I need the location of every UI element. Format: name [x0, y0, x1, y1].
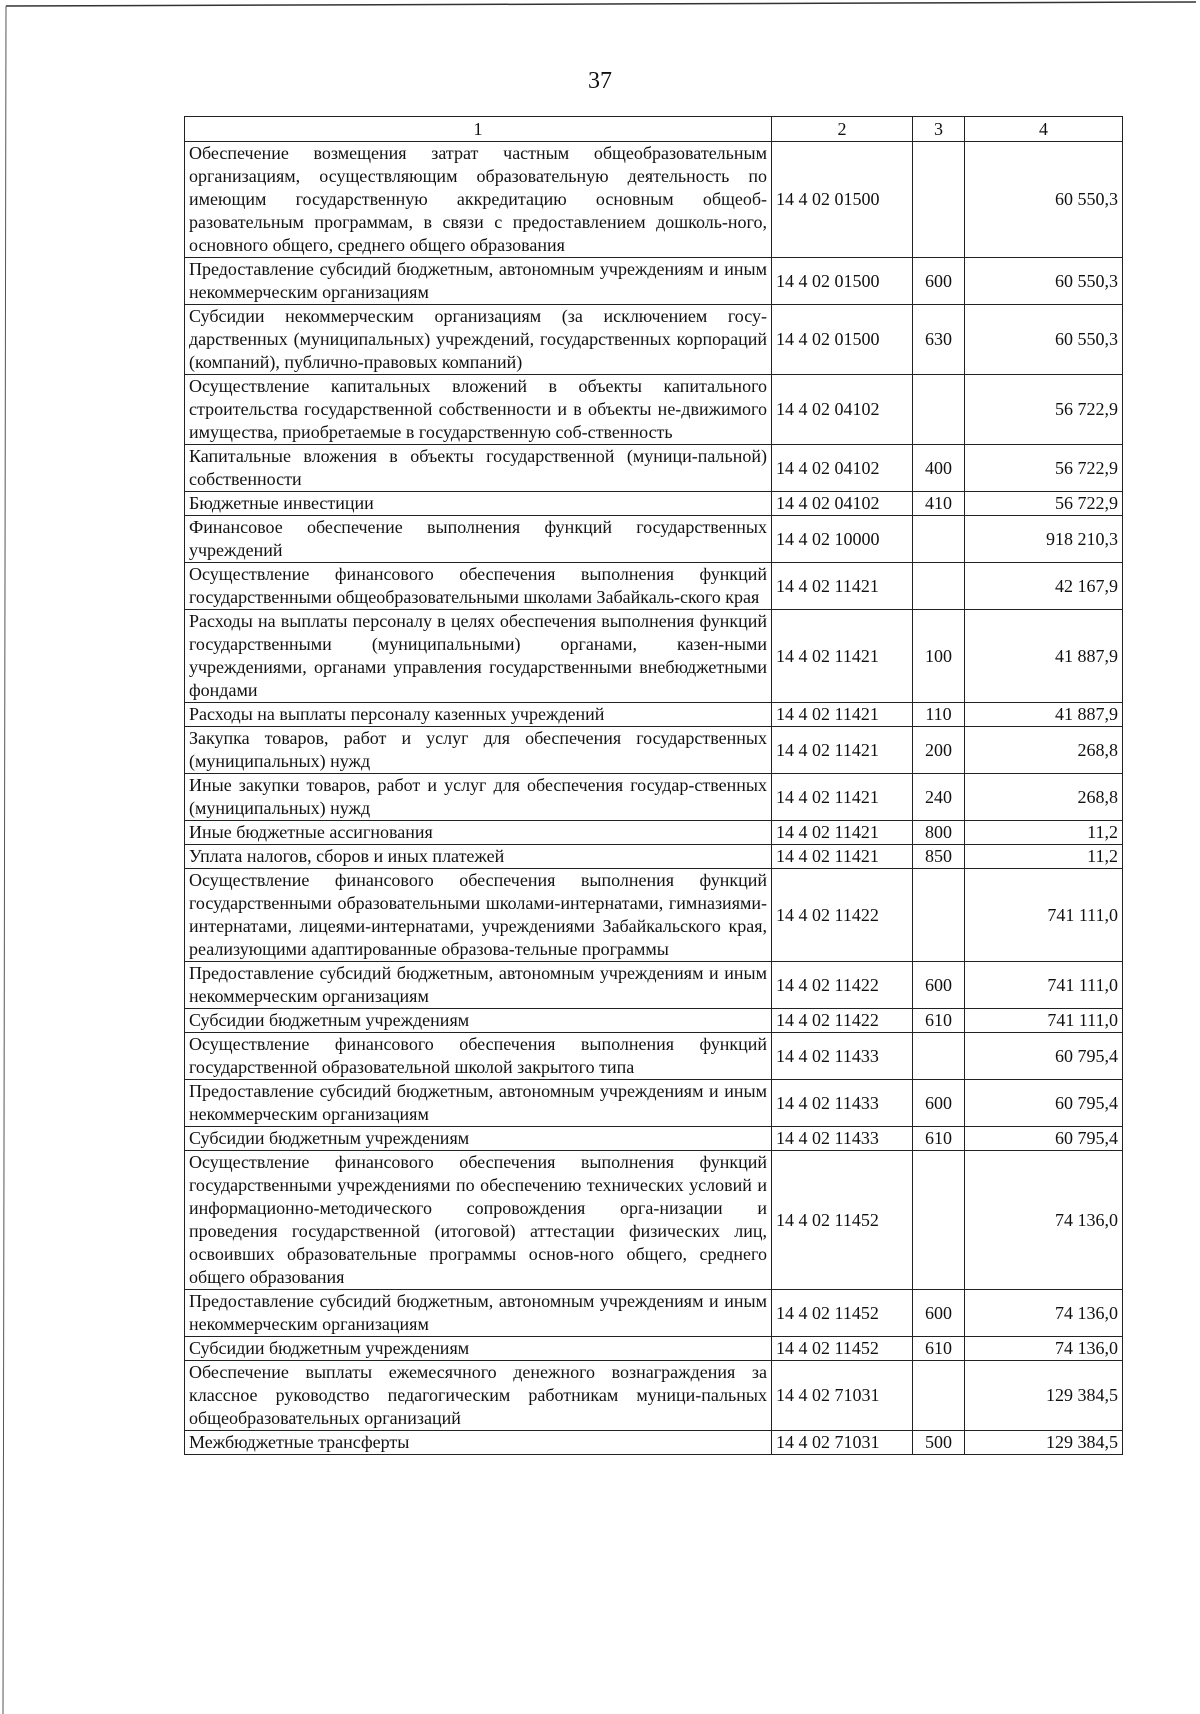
- row-amount: 11,2: [965, 845, 1123, 869]
- page-number: 37: [588, 68, 612, 94]
- row-name: Предоставление субсидий бюджетным, автономным учреждениям и иным некоммерческим организациям: [185, 1080, 772, 1127]
- row-amount: 41 887,9: [965, 610, 1123, 703]
- row-amount: 41 887,9: [965, 703, 1123, 727]
- row-code: 14 4 02 11421: [772, 821, 913, 845]
- row-amount: 60 795,4: [965, 1127, 1123, 1151]
- row-name: Осуществление финансового обеспечения выполнения функций государственной образовательной школой закрытого типа: [185, 1033, 772, 1080]
- row-type: 110: [913, 703, 965, 727]
- row-amount: 268,8: [965, 774, 1123, 821]
- table-row: [185, 727, 1123, 774]
- row-name: Межбюджетные трансферты: [185, 1431, 772, 1455]
- row-code: 14 4 02 04102: [772, 445, 913, 492]
- row-code: 14 4 02 01500: [772, 305, 913, 375]
- row-amount: 129 384,5: [965, 1431, 1123, 1455]
- row-amount: 741 111,0: [965, 869, 1123, 962]
- table-row: [185, 1127, 1123, 1151]
- row-amount: 918 210,3: [965, 516, 1123, 563]
- row-type: 410: [913, 492, 965, 516]
- column-header-type: 3: [913, 117, 965, 142]
- table-row: [185, 703, 1123, 727]
- row-code: 14 4 02 11433: [772, 1080, 913, 1127]
- row-type: 610: [913, 1337, 965, 1361]
- row-amount: 60 795,4: [965, 1080, 1123, 1127]
- row-type: [913, 516, 965, 563]
- row-name: Предоставление субсидий бюджетным, автономным учреждениям и иным некоммерческим организациям: [185, 1290, 772, 1337]
- row-code: 14 4 02 01500: [772, 258, 913, 305]
- row-amount: 741 111,0: [965, 1009, 1123, 1033]
- row-code: 14 4 02 11421: [772, 610, 913, 703]
- row-name: Капитальные вложения в объекты государственной (муници-пальной) собственности: [185, 445, 772, 492]
- row-type: 610: [913, 1127, 965, 1151]
- row-name: Осуществление финансового обеспечения выполнения функций государственными образовательными школами-интернатами, гимназиями-интернатами, лицеями-интернатами, учреждениями Забайкальского края, реализующими адаптированные образова-тельные программы: [185, 869, 772, 962]
- table-row: [185, 492, 1123, 516]
- row-amount: 56 722,9: [965, 492, 1123, 516]
- row-amount: 42 167,9: [965, 563, 1123, 610]
- row-type: 600: [913, 258, 965, 305]
- row-code: 14 4 02 11421: [772, 703, 913, 727]
- row-type: 400: [913, 445, 965, 492]
- row-type: [913, 563, 965, 610]
- table-row: [185, 1431, 1123, 1455]
- row-type: 610: [913, 1009, 965, 1033]
- row-type: 240: [913, 774, 965, 821]
- row-name: Предоставление субсидий бюджетным, автономным учреждениям и иным некоммерческим организациям: [185, 962, 772, 1009]
- row-name: Расходы на выплаты персоналу в целях обеспечения выполнения функций государственными (муниципальными) органами, казен-ными учреждениями, органами управления государственными внебюджетными фондами: [185, 610, 772, 703]
- table-row: [185, 375, 1123, 445]
- row-name: Уплата налогов, сборов и иных платежей: [185, 845, 772, 869]
- row-code: 14 4 02 11422: [772, 869, 913, 962]
- table-row: [185, 821, 1123, 845]
- row-type: 850: [913, 845, 965, 869]
- column-header-code: 2: [772, 117, 913, 142]
- row-name: Осуществление финансового обеспечения выполнения функций государственными учреждениями по обеспечению технических условий и информационно-методического сопровождения орга-низации и проведения государственной (итоговой) аттестации физических лиц, освоивших образовательные программы основ-ного общего, среднего общего образования: [185, 1151, 772, 1290]
- row-amount: 56 722,9: [965, 445, 1123, 492]
- row-amount: 60 550,3: [965, 305, 1123, 375]
- row-code: 14 4 02 11452: [772, 1337, 913, 1361]
- table-row: [185, 774, 1123, 821]
- table-row: [185, 516, 1123, 563]
- row-name: Субсидии бюджетным учреждениям: [185, 1127, 772, 1151]
- row-name: Иные закупки товаров, работ и услуг для обеспечения государ-ственных (муниципальных) нужд: [185, 774, 772, 821]
- table-row: [185, 962, 1123, 1009]
- table-row: [185, 1080, 1123, 1127]
- row-amount: 60 550,3: [965, 258, 1123, 305]
- table-row: [185, 1337, 1123, 1361]
- row-type: [913, 142, 965, 258]
- row-code: 14 4 02 01500: [772, 142, 913, 258]
- column-header-row: [185, 117, 1123, 142]
- table-row: [185, 845, 1123, 869]
- table-row: [185, 305, 1123, 375]
- row-name: Осуществление капитальных вложений в объекты капитального строительства государственной собственности и в объекты не-движимого имущества, приобретаемые в государственную соб-ственность: [185, 375, 772, 445]
- row-name: Расходы на выплаты персоналу казенных учреждений: [185, 703, 772, 727]
- row-amount: 129 384,5: [965, 1361, 1123, 1431]
- row-type: [913, 1033, 965, 1080]
- table-body: [185, 142, 1123, 1455]
- row-name: Иные бюджетные ассигнования: [185, 821, 772, 845]
- row-name: Финансовое обеспечение выполнения функций государственных учреждений: [185, 516, 772, 563]
- row-name: Закупка товаров, работ и услуг для обеспечения государственных (муниципальных) нужд: [185, 727, 772, 774]
- table-row: [185, 563, 1123, 610]
- row-name: Обеспечение возмещения затрат частным общеобразовательным организациям, осуществляющим образовательную деятельность по имеющим государственную аккредитацию основным общеоб-разовательным программам, в связи с предоставлением дошколь-ного, основного общего, среднего общего образования: [185, 142, 772, 258]
- row-code: 14 4 02 11422: [772, 1009, 913, 1033]
- row-amount: 268,8: [965, 727, 1123, 774]
- row-code: 14 4 02 11433: [772, 1033, 913, 1080]
- row-type: 600: [913, 962, 965, 1009]
- table-row: [185, 445, 1123, 492]
- table-row: [185, 1033, 1123, 1080]
- table-row: [185, 1361, 1123, 1431]
- row-code: 14 4 02 11422: [772, 962, 913, 1009]
- row-amount: 60 795,4: [965, 1033, 1123, 1080]
- row-type: [913, 1361, 965, 1431]
- row-type: 100: [913, 610, 965, 703]
- table-row: [185, 258, 1123, 305]
- row-code: 14 4 02 11433: [772, 1127, 913, 1151]
- row-type: 600: [913, 1290, 965, 1337]
- column-header-amount: 4: [965, 117, 1123, 142]
- row-amount: 74 136,0: [965, 1337, 1123, 1361]
- row-code: 14 4 02 11452: [772, 1290, 913, 1337]
- row-code: 14 4 02 04102: [772, 375, 913, 445]
- row-amount: 56 722,9: [965, 375, 1123, 445]
- row-code: 14 4 02 11421: [772, 845, 913, 869]
- row-code: 14 4 02 71031: [772, 1431, 913, 1455]
- row-code: 14 4 02 04102: [772, 492, 913, 516]
- row-type: 200: [913, 727, 965, 774]
- column-header-name: 1: [185, 117, 772, 142]
- row-amount: 74 136,0: [965, 1290, 1123, 1337]
- row-code: 14 4 02 11421: [772, 563, 913, 610]
- row-code: 14 4 02 10000: [772, 516, 913, 563]
- table-row: [185, 610, 1123, 703]
- row-amount: 741 111,0: [965, 962, 1123, 1009]
- row-type: [913, 375, 965, 445]
- row-type: 800: [913, 821, 965, 845]
- row-type: 500: [913, 1431, 965, 1455]
- row-type: [913, 869, 965, 962]
- row-type: [913, 1151, 965, 1290]
- row-type: 600: [913, 1080, 965, 1127]
- row-name: Предоставление субсидий бюджетным, автономным учреждениям и иным некоммерческим организациям: [185, 258, 772, 305]
- row-amount: 11,2: [965, 821, 1123, 845]
- table-row: [185, 1290, 1123, 1337]
- budget-table: [184, 116, 1123, 1455]
- row-amount: 74 136,0: [965, 1151, 1123, 1290]
- row-name: Субсидии некоммерческим организациям (за исключением госу-дарственных (муниципальных) учреждений, государственных корпораций (компаний), публично-правовых компаний): [185, 305, 772, 375]
- row-code: 14 4 02 71031: [772, 1361, 913, 1431]
- row-code: 14 4 02 11421: [772, 774, 913, 821]
- row-name: Субсидии бюджетным учреждениям: [185, 1009, 772, 1033]
- row-type: 630: [913, 305, 965, 375]
- row-name: Осуществление финансового обеспечения выполнения функций государственными общеобразовательными школами Забайкаль-ского края: [185, 563, 772, 610]
- row-amount: 60 550,3: [965, 142, 1123, 258]
- table-row: [185, 869, 1123, 962]
- row-name: Обеспечение выплаты ежемесячного денежного вознаграждения за классное руководство педагогическим работникам муници-пальных общеобразовательных организаций: [185, 1361, 772, 1431]
- row-code: 14 4 02 11421: [772, 727, 913, 774]
- table-row: [185, 1009, 1123, 1033]
- row-code: 14 4 02 11452: [772, 1151, 913, 1290]
- row-name: Бюджетные инвестиции: [185, 492, 772, 516]
- table-row: [185, 1151, 1123, 1290]
- row-name: Субсидии бюджетным учреждениям: [185, 1337, 772, 1361]
- table-row: [185, 142, 1123, 258]
